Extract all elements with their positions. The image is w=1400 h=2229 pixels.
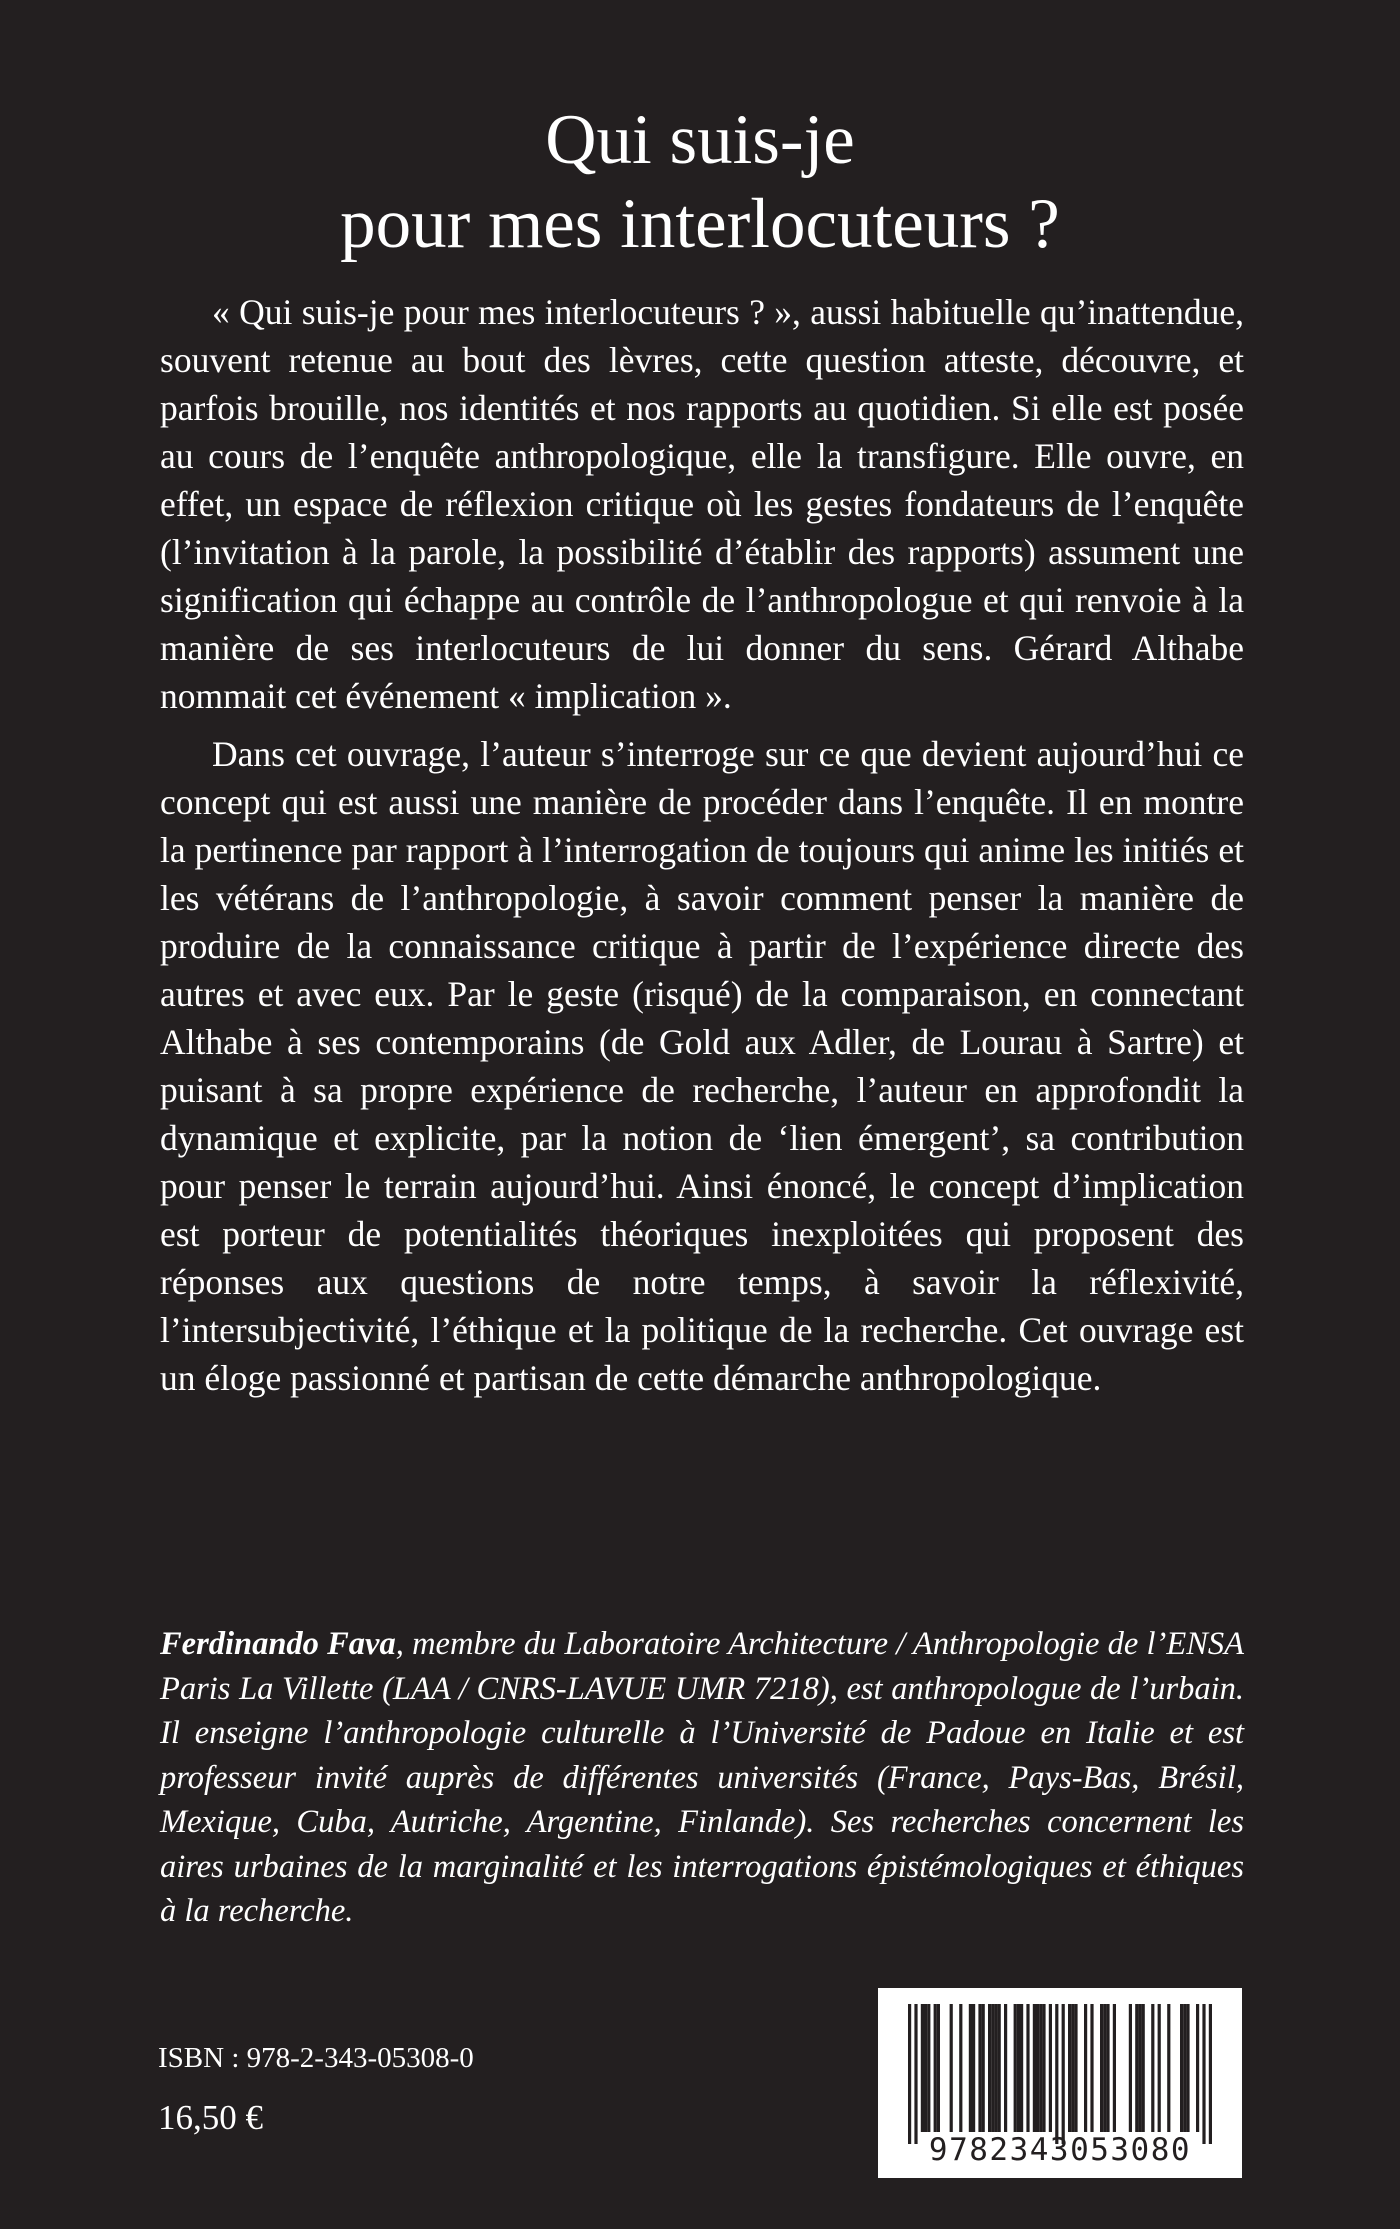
- barcode-bar: [914, 2004, 917, 2144]
- barcode-bar: [934, 2004, 937, 2132]
- barcode-bar: [1158, 2004, 1161, 2132]
- barcode-bar: [1209, 2004, 1212, 2144]
- blurb: [160, 288, 1244, 1402]
- barcode-bar: [1017, 2004, 1020, 2132]
- barcode-bar: [1186, 2004, 1189, 2132]
- barcode-bar: [991, 2004, 994, 2132]
- barcode-bar: [1014, 2004, 1017, 2132]
- barcode-bar: [1103, 2004, 1106, 2132]
- barcode-bar: [978, 2004, 981, 2132]
- barcode-bar: [994, 2004, 997, 2132]
- barcode-bar: [1084, 2004, 1087, 2132]
- barcode-bar: [1036, 2004, 1039, 2132]
- barcode-bar: [1135, 2004, 1138, 2132]
- barcode-bar: [924, 2004, 927, 2132]
- barcode-bar: [921, 2004, 924, 2132]
- author-bio: [160, 1622, 1244, 1934]
- barcode-bar: [1129, 2004, 1132, 2132]
- barcode-bar: [1068, 2004, 1071, 2132]
- barcode-bar: [972, 2004, 975, 2132]
- barcode-bar: [1106, 2004, 1109, 2132]
- book-title: [200, 98, 1200, 266]
- barcode-bar: [1180, 2004, 1183, 2132]
- blurb-paragraph-2: Dans cet ouvrage, l’auteur s’interroge sur ce que devient aujourd’hui ce concept qui est aussi une manière de procéder dans l’enquête. Il en montre la pertinence par rapport à l’interrogation de toujours qui anime les initiés et les vétérans de l’anthropologie, à savoir comment penser la manière de produire de la connaissance critique à partir de l’expérience directe des autres et avec eux. Par le geste (risqué) de la comparaison, en connectant Althabe à ses contemporains (de Gold aux Adler, de Lourau à Sartre) et puisant à sa propre expérience de recherche, l’auteur en approfondit la dynamique et explicite, par la notion de ‘lien émergent’, sa contribution pour penser le terrain aujourd’hui. Ainsi énoncé, le concept d’implication est porteur de potentialités théoriques inexploitées qui proposent des réponses aux questions de notre temps, à savoir la réflexivité, l’intersubjectivité, l’éthique et la politique de la recherche. Cet ouvrage est un éloge passionné et partisan de cette démarche anthropologique.: [160, 734, 1244, 1398]
- barcode-bar: [998, 2004, 1001, 2132]
- barcode-bar: [1100, 2004, 1103, 2132]
- book-title-line-2: pour mes interlocuteurs ?: [340, 185, 1060, 263]
- barcode-bar: [1055, 2004, 1058, 2144]
- barcode-bar: [1004, 2004, 1007, 2132]
- barcode-bar: [1039, 2004, 1042, 2132]
- barcode-bar: [1202, 2004, 1205, 2144]
- barcode-bar: [969, 2004, 972, 2132]
- barcode-bar: [1033, 2004, 1036, 2132]
- barcode: [878, 1988, 1242, 2178]
- barcode-bar: [1020, 2004, 1023, 2132]
- barcode-bar: [959, 2004, 962, 2132]
- barcode-bar: [908, 2004, 911, 2144]
- barcode-bar: [1074, 2004, 1077, 2132]
- barcode-digits: 9782343053080: [928, 2132, 1192, 2168]
- barcode-bar: [1142, 2004, 1145, 2132]
- barcode-bar: [1042, 2004, 1045, 2132]
- author-bio-text: , membre du Laboratoire Architecture / Anthropologie de l’ENSA Paris La Villette (LAA / CNRS-LAVUE UMR 7218), est anthropologue de l’urbain. Il enseigne l’anthropologie culturelle à l’Université de Padoue en Italie et est professeur invité auprès de différentes universités (France, Pays-Bas, Brésil, Mexique, Cuba, Autriche, Argentine, Finlande). Ses recherches concernent les aires urbaines de la marginalité et les interrogations épistémologiques et éthiques à la recherche.: [160, 1626, 1244, 1929]
- book-title-line-1: Qui suis-je: [545, 101, 855, 179]
- barcode-bar: [1062, 2004, 1065, 2144]
- barcode-bar: [1113, 2004, 1116, 2132]
- barcode-bar: [1049, 2004, 1052, 2132]
- barcode-bar: [988, 2004, 991, 2132]
- barcode-bar: [937, 2004, 940, 2132]
- barcode-bar: [1138, 2004, 1141, 2132]
- price: 16,50 €: [158, 2098, 263, 2137]
- isbn: ISBN : 978-2-343-05308-0: [158, 2042, 474, 2074]
- barcode-bar: [982, 2004, 985, 2132]
- barcode-bar: [1090, 2004, 1093, 2132]
- barcode-bar: [950, 2004, 953, 2132]
- blurb-paragraph-1: « Qui suis-je pour mes interlocuteurs ? », aussi habituelle qu’inattendue, souvent retenue au bout des lèvres, cette question atteste, découvre, et parfois brouille, nos identités et nos rapports au quotidien. Si elle est posée au cours de l’enquête anthropologique, elle la transfigure. Elle ouvre, en effet, un espace de réflexion critique où les gestes fondateurs de l’enquête (l’invitation à la parole, la possibilité d’établir des rapports) assument une signification qui échappe au contrôle de l’anthropologue et qui renvoie à la manière de ses interlocuteurs de lui donner du sens. Gérard Althabe nommait cet événement « implication ».: [160, 292, 1244, 716]
- barcode-bar: [927, 2004, 930, 2132]
- author-name: Ferdinando Fava: [160, 1626, 396, 1662]
- barcode-bar: [1183, 2004, 1186, 2132]
- barcode-bar: [1026, 2004, 1029, 2132]
- barcode-bar: [1071, 2004, 1074, 2132]
- barcode-bar: [1196, 2004, 1199, 2132]
- barcode-bar: [1167, 2004, 1170, 2132]
- barcode-bar: [1151, 2004, 1154, 2132]
